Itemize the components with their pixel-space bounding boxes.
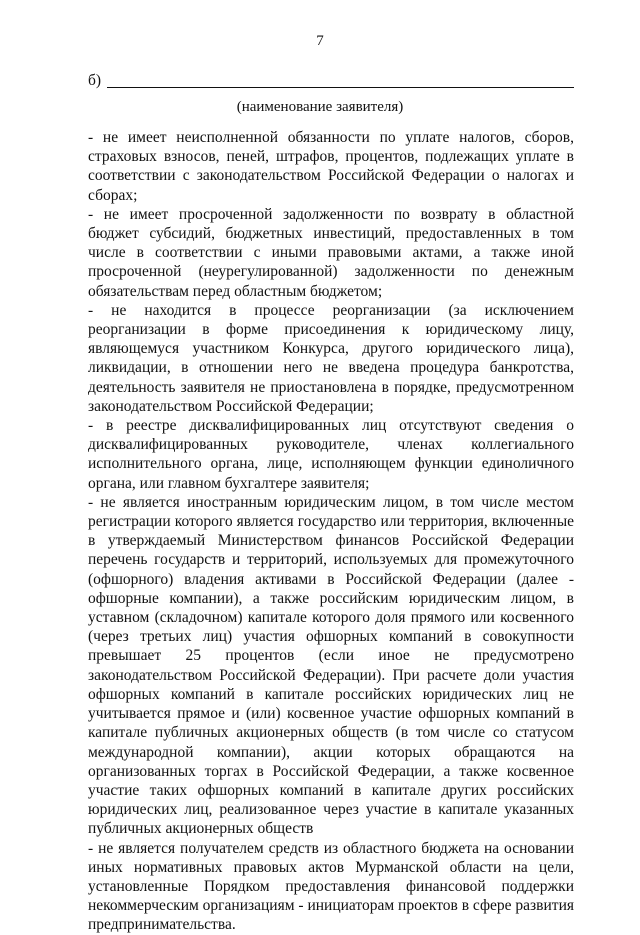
requirements-list [88,128,574,935]
requirement-paragraph: - не является иностранным юридическим лицом, в том числе местом регистрации которого является государство или территория, включенные в утверждаемый Министерством финансов Российской Федерации перечень государств и территорий, используемых для промежуточного (офшорного) владения активами в Российской Федерации (далее - офшорные компании), а также российским юридическим лицом, в уставном (складочном) капитале которого доля прямого или косвенного (через третьих лиц) участия офшорных компаний в совокупности превышает 25 процентов (если иное не предусмотрено законодательством Российской Федерации). При расчете доли участия офшорных компаний в капитале российских юридических лиц не учитывается прямое и (или) косвенное участие офшорных компаний в капитале публичных акционерных обществ (в том числе со статусом международной компании), акции которых обращаются на организованных торгах в Российской Федерации, а также косвенное участие таких офшорных компаний в капитале других российских юридических лиц, реализованное через участие в капитале указанных публичных акционерных обществ [88,493,574,838]
requirement-paragraph: - не имеет просроченной задолженности по возврату в областной бюджет субсидий, бюджетных инвестиций, предоставленных в том числе в соответствии с иными правовыми актами, а также иной просроченной (неурегулированной) задолженности по денежным обязательствам перед областным бюджетом; [88,205,574,300]
applicant-name-blank [107,87,574,88]
requirement-paragraph: - не находится в процессе реорганизации (за исключением реорганизации в форме присоединения к юридическому лицу, являющемуся участником Конкурса, другого юридического лица), ликвидации, в отношении него не введена процедура банкротства, деятельность заявителя не приостановлена в порядке, предусмотренном законодательством Российской Федерации; [88,301,574,415]
applicant-name-line [88,71,574,91]
requirement-paragraph: - в реестре дисквалифицированных лиц отсутствуют сведения о дисквалифицированных руководителе, членах коллегиального исполнительного органа, лице, исполняющем функции единоличного органа, или главном бухгалтере заявителя; [88,417,574,492]
applicant-item-label: б) [88,72,102,89]
requirement-paragraph: - не является получателем средств из областного бюджета на основании иных нормативных правовых актов Мурманской области на цели, установленные Порядком предоставления финансовой поддержки некоммерческим организациям - инициаторам проектов в сфере развития предпринимательства. [88,839,574,934]
applicant-caption: (наименование заявителя) [236,99,404,115]
requirement-paragraph: - не имеет неисполненной обязанности по уплате налогов, сборов, страховых взносов, пеней, штрафов, процентов, подлежащих уплате в соответствии с законодательством Российской Федерации о налогах и сборах; [88,129,574,204]
page-number: 7 [316,33,324,49]
